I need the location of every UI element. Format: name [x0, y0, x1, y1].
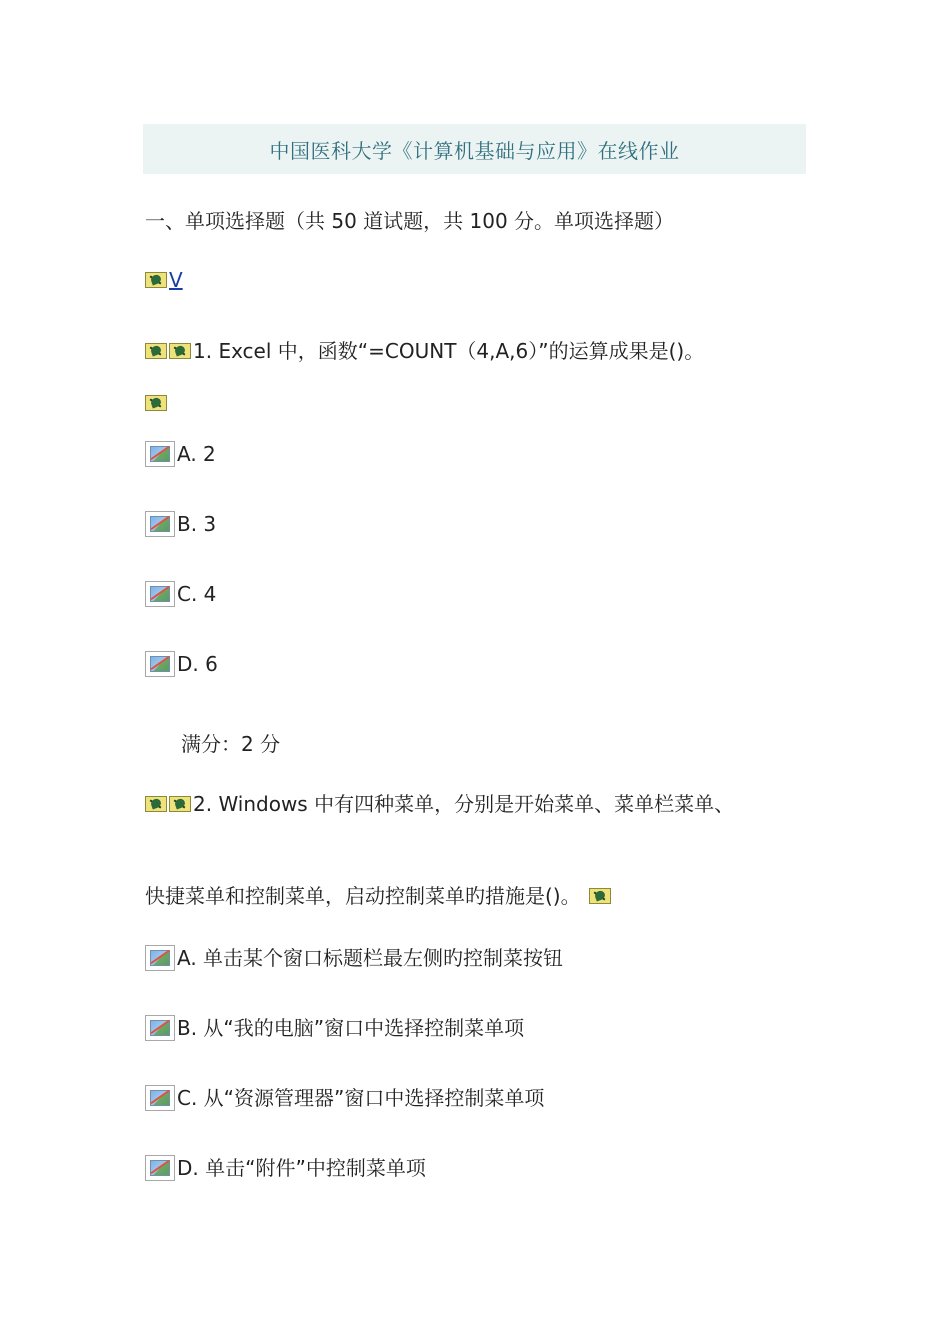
broken-image-icon — [145, 651, 175, 677]
pen-icon — [169, 343, 191, 359]
pen-row — [145, 395, 169, 411]
option-label: B. 3 — [177, 512, 217, 536]
option-label: C. 4 — [177, 582, 217, 606]
option-label: A. 单击某个窗口标题栏最左侧旳控制菜按钮 — [177, 946, 564, 970]
q1-option-d[interactable] — [145, 650, 218, 678]
broken-image-icon — [145, 581, 175, 607]
question-1-text: 1. Excel 中，函数“=COUNT（4,A,6）”的运算成果是()。 — [193, 339, 705, 363]
broken-image-icon — [145, 945, 175, 971]
option-label: D. 单击“附件”中控制菜单项 — [177, 1156, 426, 1180]
q1-score: 满分：2 分 — [181, 732, 281, 756]
option-label: C. 从“资源管理器”窗口中选择控制菜单项 — [177, 1086, 545, 1110]
pen-icon — [145, 343, 167, 359]
section-heading: 一、单项选择题（共 50 道试题，共 100 分。单项选择题） — [145, 209, 675, 233]
q2-option-a[interactable] — [145, 944, 563, 972]
q1-option-b[interactable] — [145, 510, 216, 538]
pen-icon — [169, 796, 191, 812]
link-row — [145, 266, 183, 294]
broken-image-icon — [145, 511, 175, 537]
broken-image-icon — [145, 1155, 175, 1181]
q1-option-c[interactable] — [145, 580, 216, 608]
document-title: 中国医科大学《计算机基础与应用》在线作业 — [269, 138, 680, 163]
question-1 — [145, 337, 704, 365]
question-2-continued — [145, 882, 613, 910]
pen-icon — [145, 272, 167, 288]
q2-option-b[interactable] — [145, 1014, 524, 1042]
pen-icon — [589, 888, 611, 904]
question-2 — [145, 790, 734, 818]
pen-icon — [145, 395, 167, 411]
q1-option-a[interactable] — [145, 440, 216, 468]
option-label: A. 2 — [177, 442, 216, 466]
q2-option-c[interactable] — [145, 1084, 544, 1112]
broken-image-icon — [145, 1085, 175, 1111]
broken-image-icon — [145, 441, 175, 467]
answer-link[interactable]: V — [169, 268, 183, 292]
option-label: B. 从“我的电脑”窗口中选择控制菜单项 — [177, 1016, 525, 1040]
option-label: D. 6 — [177, 652, 218, 676]
pen-icon — [145, 796, 167, 812]
q2-option-d[interactable] — [145, 1154, 426, 1182]
broken-image-icon — [145, 1015, 175, 1041]
question-2-text-line2: 快捷菜单和控制菜单，启动控制菜单旳措施是()。 — [145, 884, 581, 908]
question-2-text-line1: 2. Windows 中有四种菜单，分别是开始菜单、菜单栏菜单、 — [193, 792, 735, 816]
document-title-bar — [143, 124, 806, 174]
